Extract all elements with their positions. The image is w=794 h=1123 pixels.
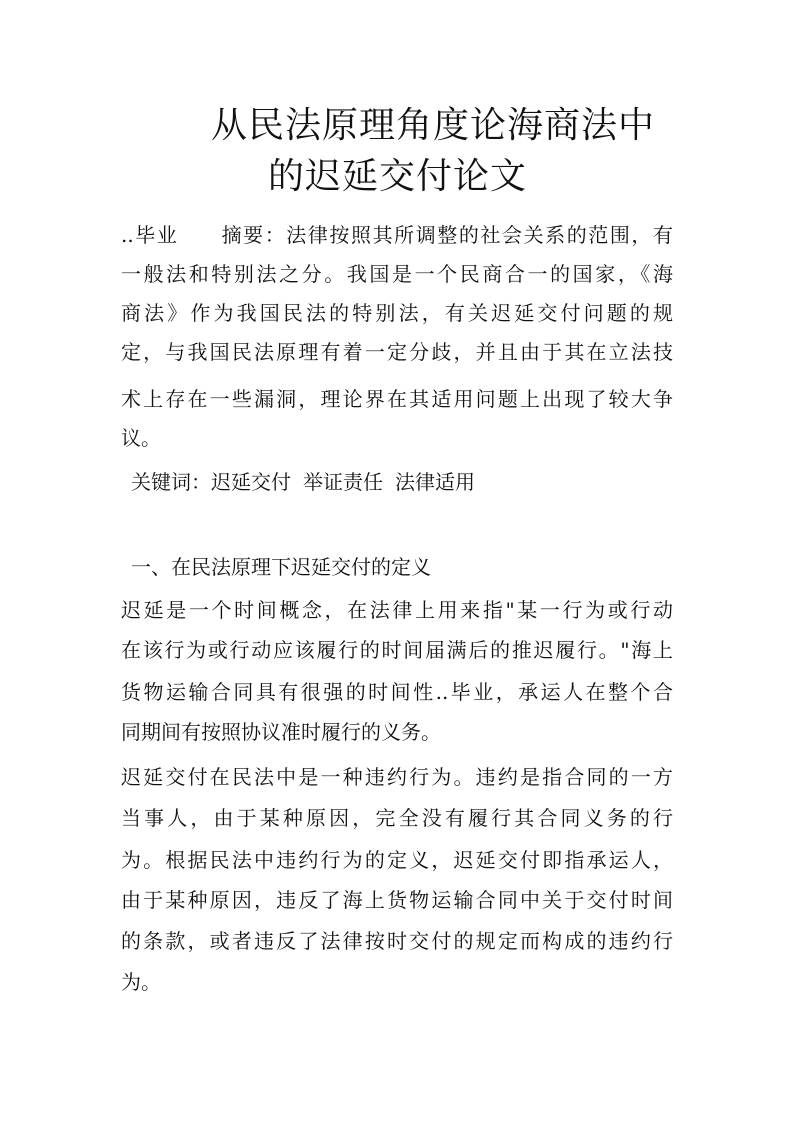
paragraph-line: 为。 bbox=[121, 970, 161, 994]
document-title-line-1: 从民法原理角度论海商法中 bbox=[211, 105, 656, 146]
paragraph-line: 为。根据民法中违约行为的定义，迟延交付即指承运人， bbox=[121, 848, 673, 872]
keywords bbox=[131, 469, 487, 495]
abstract-line: 术上存在一些漏洞，理论界在其适用问题上出现了较大争 bbox=[121, 387, 673, 411]
paragraph-line: 迟延是一个时间概念，在法律上用来指"某一行为或行动 bbox=[121, 598, 673, 622]
abstract-line: 一般法和特别法之分。我国是一个民商合一的国家，《海 bbox=[121, 262, 673, 286]
section-heading: 一、在民法原理下迟延交付的定义 bbox=[131, 555, 431, 579]
keyword-item: 法律适用 bbox=[395, 470, 475, 494]
paragraph-line: 同期间有按照协议准时履行的义务。 bbox=[121, 720, 441, 744]
paragraph-line: 的条款，或者违反了法律按时交付的规定而构成的违约行 bbox=[121, 929, 673, 953]
keyword-item: 迟延交付 bbox=[211, 470, 291, 494]
paragraph-line: 当事人，由于某种原因，完全没有履行其合同义务的行 bbox=[121, 806, 673, 830]
abstract-line: 商法》作为我国民法的特别法，有关迟延交付问题的规 bbox=[121, 301, 673, 325]
keyword-item: 举证责任 bbox=[303, 470, 383, 494]
paragraph-line: 货物运输合同具有很强的时间性..毕业，承运人在整个合 bbox=[121, 680, 673, 704]
abstract-line: 议。 bbox=[121, 426, 161, 450]
paragraph-line: 迟延交付在民法中是一种违约行为。违约是指合同的一方 bbox=[121, 765, 673, 789]
document-title-line-2: 的迟延交付论文 bbox=[268, 156, 528, 197]
paragraph-line: 在该行为或行动应该履行的时间届满后的推迟履行。"海上 bbox=[121, 638, 673, 662]
abstract-line: 定，与我国民法原理有着一定分歧，并且由于其在立法技 bbox=[121, 340, 673, 364]
abstract-line: ..毕业 摘要：法律按照其所调整的社会关系的范围，有 bbox=[121, 223, 673, 247]
paragraph-line: 由于某种原因，违反了海上货物运输合同中关于交付时间 bbox=[121, 888, 673, 912]
keywords-label: 关键词： bbox=[131, 470, 211, 494]
